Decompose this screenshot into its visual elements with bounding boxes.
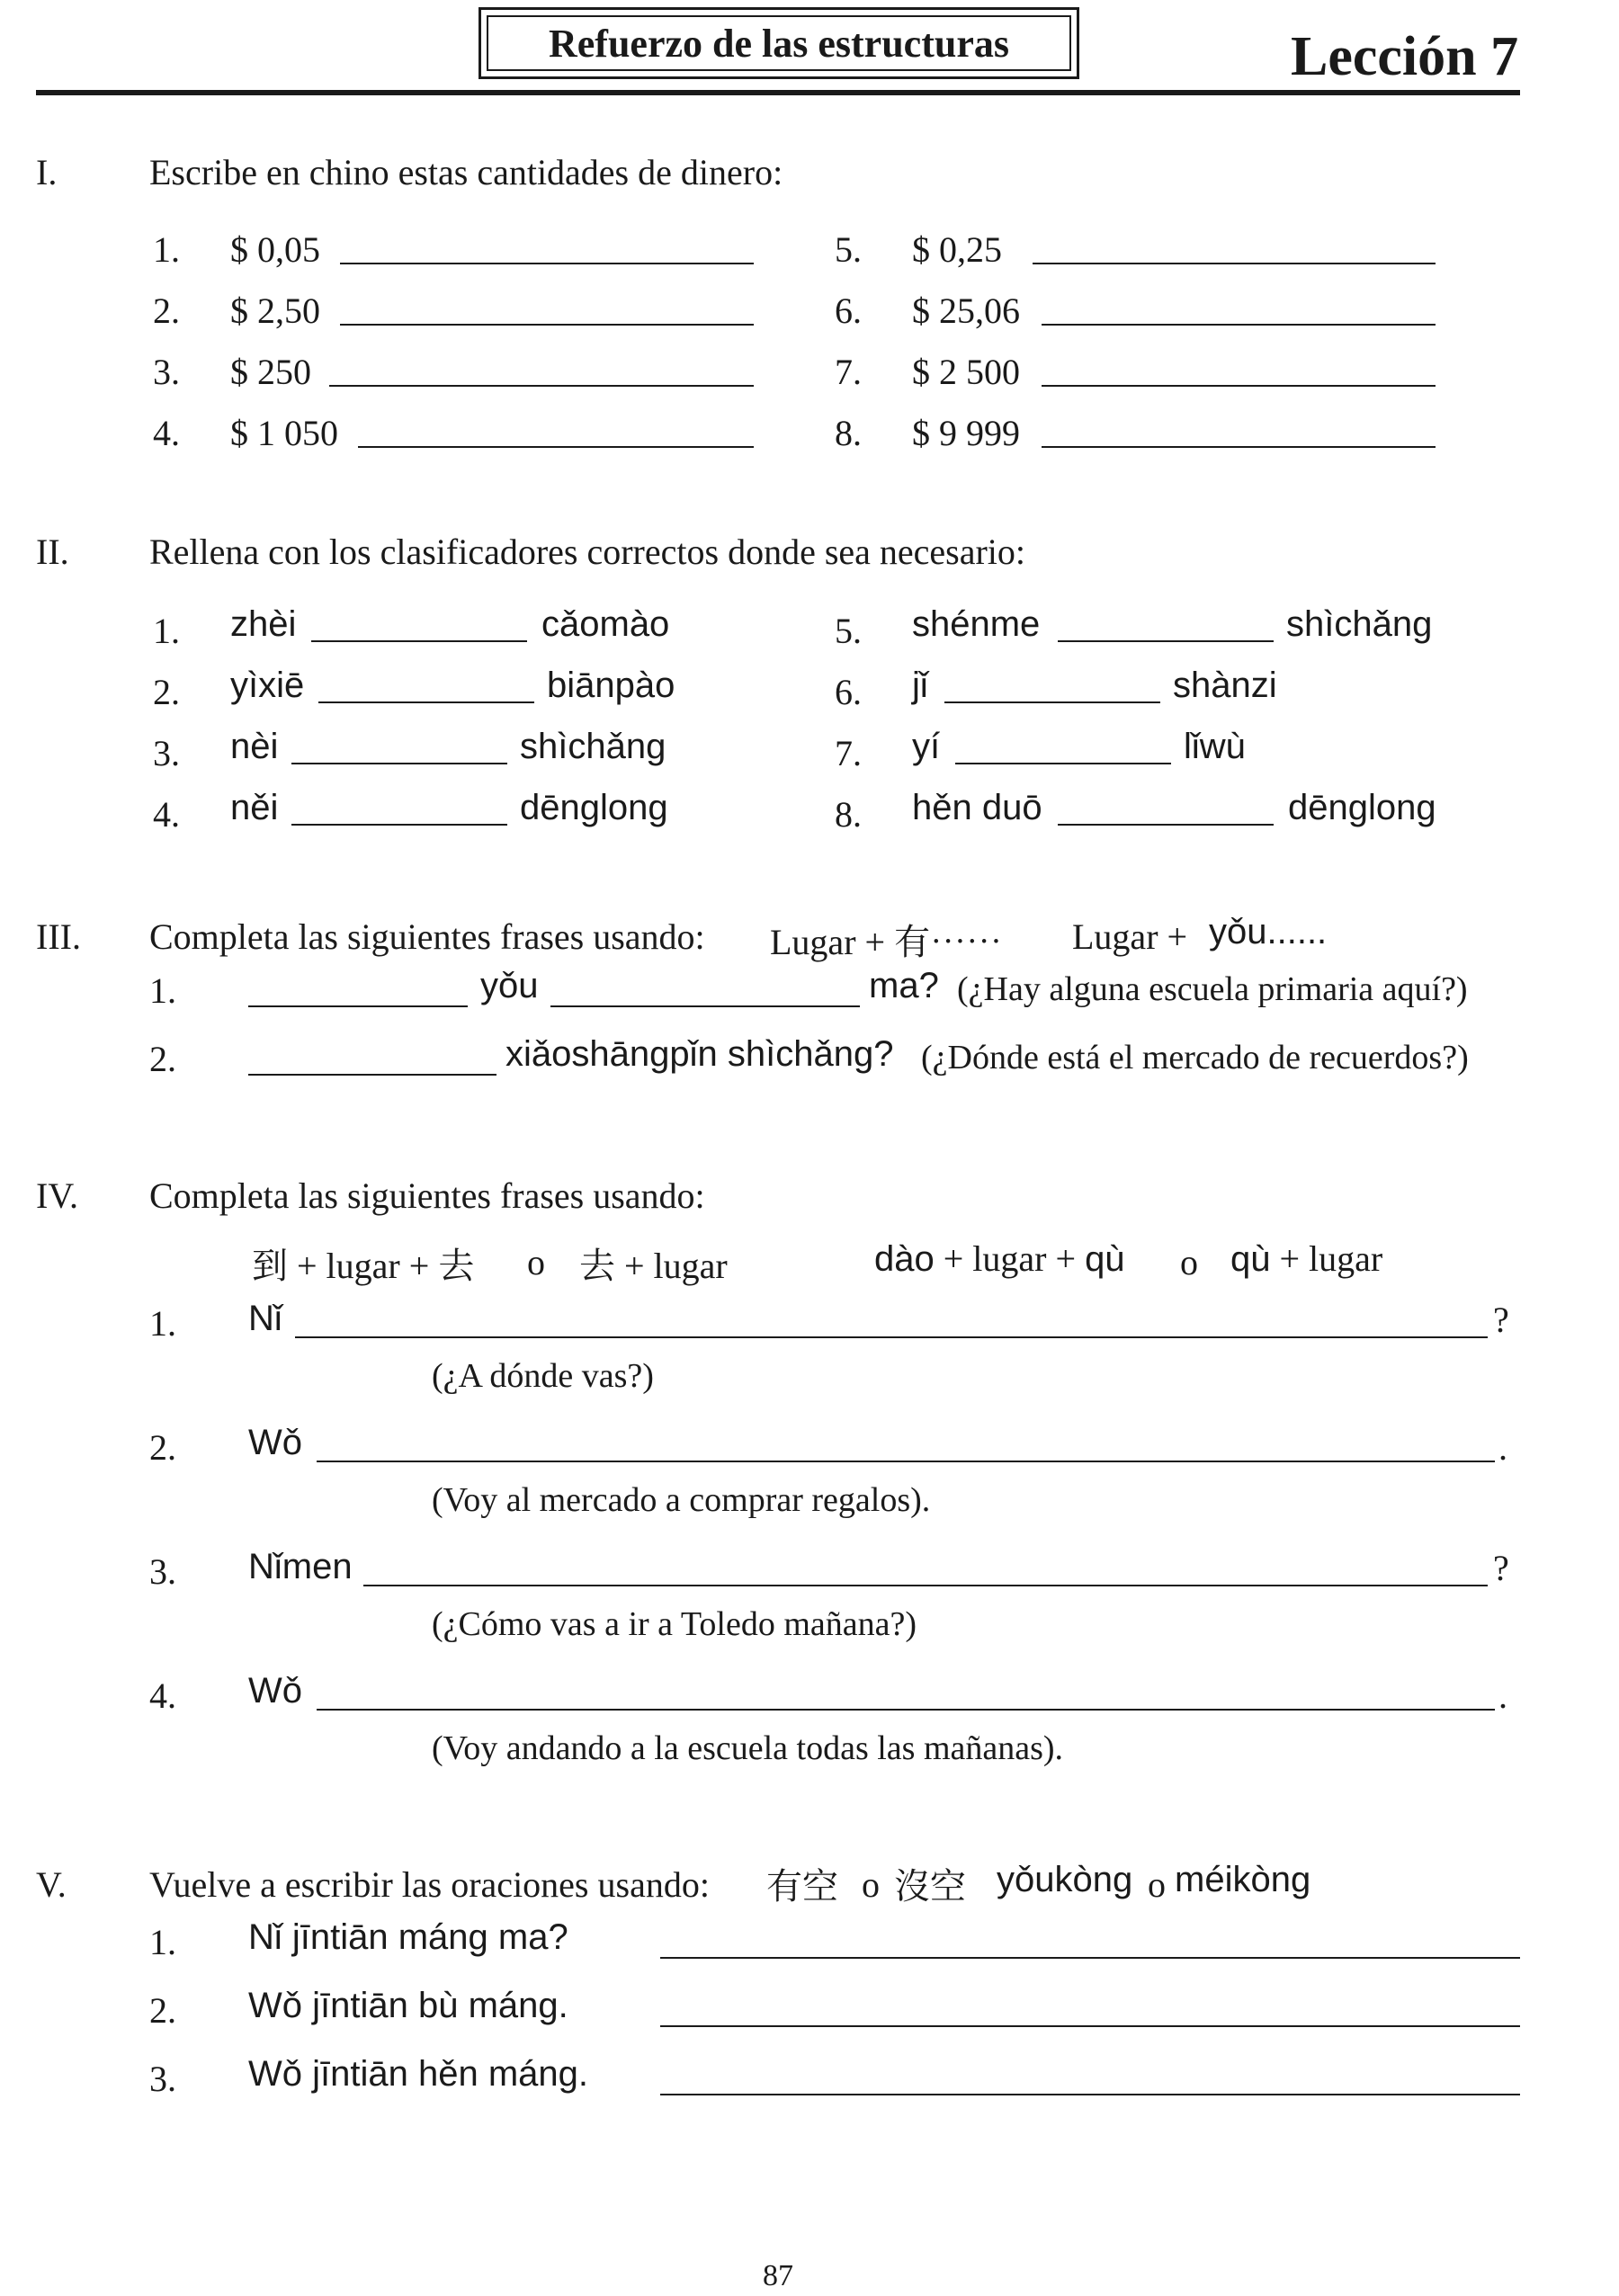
s5-item-number: 1. <box>149 1922 176 1962</box>
s4-item-start: Wǒ <box>248 1423 302 1462</box>
s2-item-noun: cǎomào <box>541 604 670 644</box>
s4-item-hint: (¿A dónde vas?) <box>432 1357 654 1395</box>
lesson-title: Lección 7 <box>1291 26 1519 87</box>
answer-line[interactable] <box>1042 324 1436 326</box>
s2-item-number: 2. <box>153 672 180 712</box>
pattern-py-qu: qù <box>1085 1239 1125 1279</box>
s1-item-number: 5. <box>835 229 862 270</box>
answer-line[interactable] <box>329 385 754 387</box>
s1-item-number: 2. <box>153 290 180 331</box>
s2-item-number: 6. <box>835 672 862 712</box>
s2-item-number: 4. <box>153 794 180 835</box>
section-3-pattern-pinyin-a: Lugar + <box>1072 916 1188 957</box>
s4-item-start: Wǒ <box>248 1671 302 1711</box>
s2-item-word: hěn duō <box>912 788 1042 827</box>
s2-item-number: 5. <box>835 611 862 651</box>
s4-item-end: ? <box>1493 1300 1509 1340</box>
s3-item-pinyin-end: ma? <box>869 966 939 1005</box>
answer-line[interactable] <box>291 824 507 826</box>
section-4-instruction: Completa las siguientes frases usando: <box>149 1175 705 1216</box>
s2-item-noun: shìchǎng <box>520 727 666 766</box>
section-5-pinyin-a: yǒukòng <box>997 1860 1133 1899</box>
pattern-py-lugar: + lugar + <box>934 1238 1086 1279</box>
s1-item-number: 3. <box>153 352 180 392</box>
s4-item-number: 2. <box>149 1427 176 1468</box>
section-5-instruction: Vuelve a escribir las oraciones usando: <box>149 1864 710 1905</box>
s1-item-amount: $ 250 <box>230 352 311 392</box>
section-3-pattern-pinyin-b: yǒu...... <box>1209 912 1328 951</box>
s3-item-number: 1. <box>149 970 176 1011</box>
section-5-chinese-a: 有空 <box>766 1866 838 1907</box>
s4-item-number: 3. <box>149 1551 176 1592</box>
section-3-pattern-chinese: Lugar + 有⋯⋯ <box>770 922 1003 962</box>
section-5-number: V. <box>36 1864 67 1905</box>
s5-item-number: 3. <box>149 2059 176 2099</box>
s1-item-number: 6. <box>835 290 862 331</box>
pattern-cn-dao: 到 <box>252 1246 288 1286</box>
s2-item-word: zhèi <box>230 604 297 644</box>
page-number: 87 <box>763 2259 793 2292</box>
answer-line[interactable] <box>1058 640 1274 642</box>
pattern-py-qu-2: qù <box>1230 1239 1271 1279</box>
s5-item-sentence: Wǒ jīntiān hěn máng. <box>248 2054 588 2094</box>
answer-line[interactable] <box>248 1074 496 1076</box>
s4-item-end: . <box>1498 1427 1507 1468</box>
s1-item-amount: $ 9 999 <box>912 413 1020 453</box>
s2-item-number: 3. <box>153 733 180 773</box>
answer-line[interactable] <box>340 263 754 264</box>
header-rule <box>36 90 1520 95</box>
s4-item-end: . <box>1498 1675 1507 1716</box>
answer-line[interactable] <box>1058 824 1274 826</box>
section-1-number: I. <box>36 152 58 192</box>
section-4-pattern-chinese-2 <box>579 1237 728 1289</box>
pattern-cn-qu: 去 <box>438 1246 475 1286</box>
section-5-pinyin-b: méikòng <box>1175 1860 1311 1899</box>
s2-item-word: něi <box>230 788 279 827</box>
answer-line[interactable] <box>317 1461 1495 1462</box>
header-title: Refuerzo de las estructuras <box>487 15 1071 71</box>
pattern-cn-lugar-2: + lugar <box>615 1246 728 1286</box>
s4-item-start: Nǐmen <box>248 1547 353 1586</box>
s2-item-number: 8. <box>835 794 862 835</box>
section-4-pattern-chinese <box>252 1237 474 1289</box>
s2-item-noun: biānpào <box>547 666 675 705</box>
pattern-or-2: o <box>1180 1242 1198 1282</box>
s2-item-word: yìxiē <box>230 666 305 705</box>
pattern-py-lugar-2: + lugar <box>1270 1238 1383 1279</box>
s2-item-noun: dēnglong <box>520 788 668 827</box>
s2-item-word: yí <box>912 727 941 766</box>
s3-item-pinyin: yǒu <box>480 966 539 1005</box>
answer-line[interactable] <box>317 1709 1495 1711</box>
answer-line[interactable] <box>1042 446 1436 448</box>
section-4-pattern-pinyin <box>874 1237 1125 1280</box>
answer-line[interactable] <box>1033 263 1436 264</box>
answer-line[interactable] <box>1042 385 1436 387</box>
s1-item-number: 4. <box>153 413 180 453</box>
s4-item-hint: (Voy al mercado a comprar regalos). <box>432 1481 931 1519</box>
s4-item-hint: (Voy andando a la escuela todas las mañanas). <box>432 1729 1064 1767</box>
s1-item-amount: $ 25,06 <box>912 290 1020 331</box>
pattern-cn-lugar: + lugar + <box>288 1246 439 1286</box>
s1-item-amount: $ 1 050 <box>230 413 338 453</box>
s1-item-number: 8. <box>835 413 862 453</box>
s1-item-amount: $ 2 500 <box>912 352 1020 392</box>
s2-item-word: jǐ <box>912 666 928 705</box>
s5-item-sentence: Nǐ jīntiān máng ma? <box>248 1917 568 1957</box>
s2-item-word: shénme <box>912 604 1041 644</box>
s1-item-amount: $ 2,50 <box>230 290 320 331</box>
section-2-number: II. <box>36 532 69 572</box>
section-4-number: IV. <box>36 1175 79 1216</box>
s3-item-number: 2. <box>149 1039 176 1079</box>
answer-line[interactable] <box>660 1957 1520 1959</box>
answer-line[interactable] <box>955 763 1171 764</box>
s3-item-hint: (¿Hay alguna escuela primaria aquí?) <box>957 970 1468 1008</box>
s1-item-number: 7. <box>835 352 862 392</box>
s1-item-number: 1. <box>153 229 180 270</box>
s2-item-number: 1. <box>153 611 180 651</box>
answer-line[interactable] <box>311 640 527 642</box>
answer-line[interactable] <box>358 446 754 448</box>
s4-item-start: Nǐ <box>248 1299 282 1338</box>
pattern-cn-qu-2: 去 <box>579 1246 615 1286</box>
section-2-instruction: Rellena con los clasificadores correctos donde sea necesario: <box>149 532 1026 572</box>
header-title-box <box>479 7 1079 79</box>
answer-line[interactable] <box>318 701 534 703</box>
answer-line[interactable] <box>660 2094 1520 2095</box>
s4-item-hint: (¿Cómo vas a ir a Toledo mañana?) <box>432 1605 917 1643</box>
s2-item-number: 7. <box>835 733 862 773</box>
s2-item-noun: shìchǎng <box>1286 604 1433 644</box>
s5-item-sentence: Wǒ jīntiān bù máng. <box>248 1986 568 2025</box>
section-5-chinese-b: 沒空 <box>894 1866 966 1907</box>
section-4-pattern-pinyin-2 <box>1230 1237 1382 1280</box>
section-3-instruction: Completa las siguientes frases usando: <box>149 916 705 957</box>
answer-line[interactable] <box>295 1336 1488 1338</box>
section-3-number: III. <box>36 916 81 957</box>
section-5-or: o <box>862 1864 880 1905</box>
answer-line[interactable] <box>944 701 1160 703</box>
s3-item-pinyin-end: xiǎoshāngpǐn shìchǎng? <box>505 1034 894 1074</box>
s5-item-number: 2. <box>149 1990 176 2031</box>
s4-item-number: 1. <box>149 1303 176 1344</box>
section-1-instruction: Escribe en chino estas cantidades de dinero: <box>149 152 783 192</box>
s4-item-number: 4. <box>149 1675 176 1716</box>
s4-item-end: ? <box>1493 1548 1509 1588</box>
s3-item-hint: (¿Dónde está el mercado de recuerdos?) <box>921 1039 1469 1077</box>
answer-line[interactable] <box>660 2025 1520 2027</box>
answer-line[interactable] <box>363 1585 1488 1586</box>
section-5-or-2: o <box>1148 1864 1166 1905</box>
answer-line[interactable] <box>291 763 507 764</box>
s1-item-amount: $ 0,25 <box>912 229 1002 270</box>
answer-line[interactable] <box>248 1005 468 1007</box>
answer-line[interactable] <box>340 324 754 326</box>
pattern-or: o <box>527 1242 545 1282</box>
s2-item-word: nèi <box>230 727 279 766</box>
s2-item-noun: shànzi <box>1173 666 1277 705</box>
s1-item-amount: $ 0,05 <box>230 229 320 270</box>
answer-line[interactable] <box>550 1005 860 1007</box>
s2-item-noun: lǐwù <box>1184 727 1246 766</box>
pattern-py-dao: dào <box>874 1239 935 1279</box>
s2-item-noun: dēnglong <box>1288 788 1436 827</box>
